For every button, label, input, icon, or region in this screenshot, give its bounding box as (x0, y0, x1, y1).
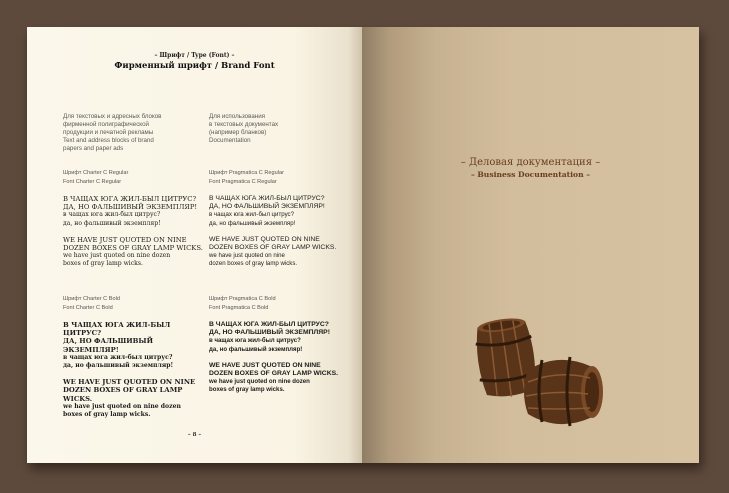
font-label-ru: Шрифт Charter C Bold (63, 296, 120, 302)
sample-line: we have just quoted on nine dozen (209, 378, 310, 386)
font-label-ru: Шрифт Charter C Regular (63, 170, 129, 176)
sample-line: В ЧАЩАХ ЮГА ЖИЛ-БЫЛ ЦИТРУС? (209, 195, 325, 202)
barrel-icon (524, 357, 603, 426)
desc-line: продукции и печатной рекламы (63, 129, 154, 136)
sample-line: да, но фальшивый экземпляр! (63, 219, 161, 227)
font-label-charter-bold (63, 295, 203, 313)
font-label-pragmatica-regular (209, 169, 349, 187)
sample-line: DOZEN BOXES OF GRAY LAMP WICKS. (63, 386, 183, 403)
sample-line: we have just quoted on nine dozen (63, 402, 181, 410)
desc-line-en: Documentation (209, 137, 251, 144)
sample-line: В ЧАЩАХ ЮГА ЖИЛ-БЫЛ ЦИТРУС? (209, 321, 329, 328)
sample-line: we have just quoted on nine (209, 252, 285, 260)
sample-line: в чащах юга жил-был цитрус? (63, 211, 161, 219)
page-number: – 8 – (187, 432, 202, 438)
font-label-en: Font Pragmatica C Regular (209, 179, 277, 185)
sample-line: WE HAVE JUST QUOTED ON NINE (63, 235, 187, 244)
sample-charter-bold (63, 321, 203, 419)
sample-line: dozen boxes of gray lamp wicks. (209, 260, 298, 268)
sample-line: DOZEN BOXES OF GRAY LAMP WICKS. (209, 370, 339, 378)
font-label-ru: Шрифт Pragmatica C Regular (209, 170, 284, 176)
sample-line: да, но фальшивый экземпляр! (209, 345, 303, 353)
desc-line-en: Text and address blocks of brand (63, 137, 154, 144)
font-label-en: Font Charter C Regular (63, 179, 122, 185)
sample-line: DOZEN BOXES OF GRAY LAMP WICKS. (209, 244, 337, 252)
desc-line: фирменной полиграфической (63, 121, 149, 128)
sample-line: ДА, НО ФАЛЬШИВЫЙ ЭКЗЕМПЛЯР! (209, 203, 325, 211)
sample-line: В ЧАЩАХ ЮГА ЖИЛ-БЫЛ ЦИТРУС? (63, 321, 171, 338)
right-page (362, 27, 699, 463)
desc-line: Для текстовых и адресных блоков (63, 113, 162, 120)
sample-line: boxes of gray lamp wicks. (209, 386, 285, 394)
left-page (27, 27, 362, 463)
font-label-en: Font Pragmatica C Bold (209, 305, 269, 311)
desc-line: (например бланков) (209, 129, 267, 136)
font-label-pragmatica-bold (209, 295, 349, 313)
sample-line: WE HAVE JUST QUOTED ON NINE (209, 361, 321, 369)
sample-line: да, но фальшивый экземпляр! (209, 219, 296, 227)
section-label: – Шрифт / Type (Font) – (154, 52, 235, 59)
sample-line: в чащах юга жил-был цитрус? (209, 211, 294, 219)
sample-line: ДА, НО ФАЛЬШИВЫЙ ЭКЗЕМПЛЯР! (63, 203, 198, 212)
sample-line: ДА, НО ФАЛЬШИВЫЙ ЭКЗЕМПЛЯР! (209, 329, 330, 337)
sample-line: да, но фальшивый экземпляр! (63, 362, 174, 370)
sample-line: в чащах юга жил-был цитрус? (63, 353, 173, 361)
font-label-en: Font Charter C Bold (63, 305, 113, 311)
sample-line: WE HAVE JUST QUOTED ON NINE (63, 378, 196, 387)
desc-line-en: papers and paper ads (63, 145, 124, 152)
sample-line: в чащах юга жил-был цитрус? (209, 337, 301, 345)
brochure-spread (27, 27, 699, 463)
col-a-description (63, 113, 203, 153)
sample-line: boxes of gray lamp wicks. (63, 411, 151, 419)
desc-line: Для использования (209, 113, 266, 120)
sample-pragmatica-regular (209, 195, 349, 269)
col-b-description (209, 113, 349, 145)
section-title: – Деловая документация – (460, 157, 601, 168)
sample-charter-regular (63, 195, 203, 269)
barrels-illustration (466, 312, 606, 442)
font-label-charter-regular (63, 169, 203, 187)
section-subtitle: – Business Documentation – (470, 170, 591, 179)
sample-line: boxes of gray lamp wicks. (63, 260, 143, 268)
font-label-ru: Шрифт Pragmatica C Bold (209, 296, 276, 302)
sample-line: WE HAVE JUST QUOTED ON NINE (209, 235, 320, 243)
page-title: Фирменный шрифт / Brand Font (114, 61, 275, 71)
sample-line: DOZEN BOXES OF GRAY LAMP WICKS. (63, 244, 203, 253)
sample-line: ДА, НО ФАЛЬШИВЫЙ ЭКЗЕМПЛЯР! (63, 337, 153, 354)
sample-line: В ЧАЩАХ ЮГА ЖИЛ-БЫЛ ЦИТРУС? (63, 195, 197, 203)
sample-line: we have just quoted on nine dozen (63, 252, 171, 260)
desc-line: в текстовых документах (209, 121, 279, 128)
sample-pragmatica-bold (209, 321, 349, 395)
